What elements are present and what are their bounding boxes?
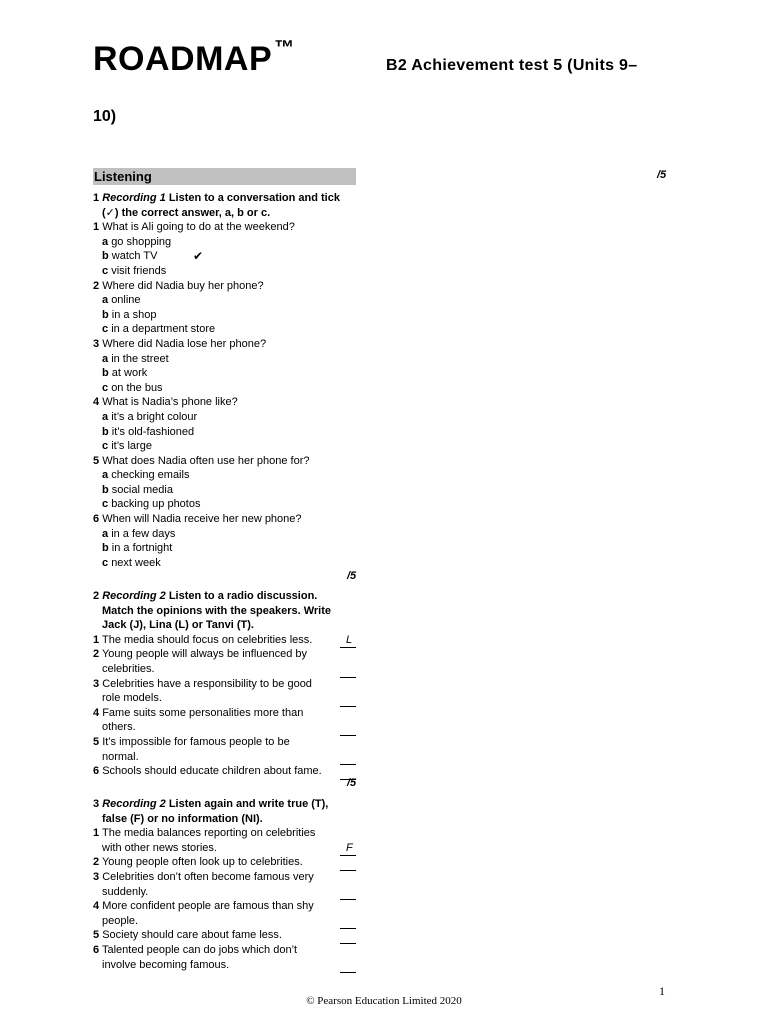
instruction-text: Listen again and write true (T), (165, 798, 329, 810)
item-number: 2 (93, 648, 100, 661)
option-text: checking emails (111, 469, 190, 482)
section-heading-bar (93, 168, 356, 185)
exercise-1 (93, 191, 358, 570)
item-text: Young people will always be influenced by (101, 648, 308, 661)
exercise-number: 1 (93, 192, 100, 204)
list-item (93, 735, 358, 764)
option-letter: c (102, 323, 109, 336)
list-item (93, 764, 358, 779)
question-text: Where did Nadia buy her phone? (102, 279, 264, 292)
item-line (93, 706, 358, 721)
question-number: 1 (93, 221, 100, 234)
item-text: with other news stories. (102, 841, 217, 854)
list-item (93, 899, 358, 928)
brand-name: ROADMAP (93, 40, 273, 78)
item-line (93, 928, 358, 943)
option-text: backing up photos (111, 498, 201, 511)
item-number: 3 (93, 677, 100, 690)
list-item (93, 855, 358, 870)
option-letter: b (102, 542, 109, 555)
item-line (93, 662, 358, 677)
copyright-footer: © Pearson Education Limited 2020 (306, 995, 462, 1007)
item-text: Society should care about fame less. (102, 929, 282, 942)
item-list (93, 826, 358, 972)
option-letter: a (102, 527, 109, 540)
option-letter: b (102, 250, 109, 263)
option-text: in a department store (111, 323, 216, 336)
option-text: in the street (111, 352, 169, 365)
item-line (93, 826, 358, 841)
brand-logo (93, 36, 295, 79)
option-text: in a fortnight (111, 542, 173, 555)
item-line (93, 647, 358, 662)
answer-option[interactable] (93, 235, 358, 250)
question (93, 395, 358, 410)
item-line (93, 750, 358, 765)
option-letter: b (102, 308, 109, 321)
question (93, 512, 358, 527)
question-number: 6 (93, 513, 100, 526)
item-number: 6 (93, 765, 100, 778)
question-list (93, 220, 358, 570)
question-text: When will Nadia receive her new phone? (102, 513, 302, 526)
exercise-1-instructions (93, 191, 358, 220)
item-text: celebrities. (102, 662, 155, 675)
item-text: others. (102, 721, 136, 734)
answer-blank[interactable] (340, 960, 356, 973)
item-text: It’s impossible for famous people to be (102, 735, 290, 748)
item-number: 6 (93, 943, 100, 956)
option-letter: a (102, 410, 109, 423)
answer-option[interactable] (93, 352, 358, 367)
item-text: involve becoming famous. (102, 958, 230, 971)
item-number: 2 (93, 856, 100, 869)
exercise-number: 3 (93, 798, 100, 810)
item-text: More confident people are famous than shy (102, 900, 314, 913)
item-text: Celebrities don’t often become famous very (102, 870, 314, 883)
list-item (93, 943, 358, 972)
question-number: 2 (93, 279, 100, 292)
checkmark-icon: ✔ (193, 249, 204, 264)
answer-text: L (346, 634, 353, 647)
exercise-2-score: /5 (347, 777, 357, 789)
question (93, 337, 358, 352)
item-text: Schools should educate children about fame. (102, 765, 322, 778)
item-text: suddenly. (102, 885, 149, 898)
item-number: 4 (93, 706, 100, 719)
option-letter: a (102, 294, 109, 307)
option-letter: b (102, 425, 109, 438)
question (93, 454, 358, 469)
instruction-text: Listen to a conversation and tick (165, 192, 340, 204)
answer-option[interactable] (93, 410, 358, 425)
item-line (93, 677, 358, 692)
question-text: Where did Nadia lose her phone? (102, 337, 267, 350)
item-line (93, 899, 358, 914)
recording-label: Recording 1 (102, 192, 166, 204)
item-line (93, 735, 358, 750)
exercise-1-score: /5 (347, 570, 357, 582)
question (93, 220, 358, 235)
item-line (93, 633, 358, 648)
item-text: role models. (102, 692, 162, 705)
list-item (93, 677, 358, 706)
instruction-text: Jack (J), Lina (L) or Tanvi (T). (102, 619, 254, 632)
answer-option[interactable] (93, 381, 358, 396)
item-text: Talented people can do jobs which don’t (101, 943, 298, 956)
option-letter: a (102, 469, 109, 482)
item-number: 4 (93, 900, 100, 913)
option-text: it’s large (111, 440, 152, 453)
exercise-3 (93, 797, 358, 972)
item-text: people. (102, 914, 139, 927)
list-item (93, 706, 358, 735)
item-line (93, 958, 358, 973)
item-text: The media should focus on celebrities less. (101, 633, 313, 646)
answer-option[interactable] (93, 366, 358, 381)
trademark-symbol: ™ (274, 36, 295, 59)
test-title-continued: 10) (93, 108, 117, 125)
answer-option[interactable] (93, 425, 358, 440)
instruction-text: Match the opinions with the speakers. Write (102, 604, 332, 617)
answer-option[interactable] (93, 439, 358, 454)
answer-option[interactable] (93, 483, 358, 498)
option-text: in a few days (111, 527, 176, 540)
answer-option[interactable] (93, 322, 358, 337)
item-number: 5 (93, 735, 100, 748)
item-text: Fame suits some personalities more than (102, 706, 304, 719)
option-letter: b (102, 483, 109, 496)
option-letter: c (102, 556, 109, 569)
item-line (93, 914, 358, 929)
instruction-text: false (F) or no information (NI). (102, 812, 263, 825)
option-text: on the bus (111, 381, 163, 394)
option-text: it’s a bright colour (111, 410, 198, 423)
list-item (93, 826, 358, 855)
answer-option[interactable] (93, 468, 358, 483)
exercise-2 (93, 589, 358, 779)
answer-option[interactable] (93, 249, 358, 264)
option-letter: c (102, 498, 109, 511)
answer-option[interactable] (93, 541, 358, 556)
option-text: next week (111, 556, 161, 569)
item-number: 5 (93, 929, 100, 942)
item-line (93, 943, 358, 958)
question-number: 5 (93, 454, 100, 467)
answer-option[interactable] (93, 527, 358, 542)
item-line (93, 764, 358, 779)
question-number: 4 (93, 396, 100, 409)
answer-option[interactable] (93, 497, 358, 512)
item-line (93, 841, 358, 856)
option-text: online (111, 294, 141, 307)
item-number: 1 (93, 827, 100, 840)
question (93, 279, 358, 294)
list-item (93, 928, 358, 943)
list-item (93, 633, 358, 648)
item-list (93, 633, 358, 779)
option-text: it’s old-fashioned (111, 425, 195, 438)
item-line (93, 720, 358, 735)
item-number: 1 (93, 633, 100, 646)
option-text: visit friends (111, 264, 167, 277)
item-number: 3 (93, 870, 100, 883)
option-text: social media (111, 483, 173, 496)
question-text: What is Ali going to do at the weekend? (102, 221, 295, 234)
option-letter: c (102, 264, 109, 277)
option-letter: a (102, 352, 109, 365)
test-title: B2 Achievement test 5 (Units 9– (386, 57, 638, 74)
answer-option[interactable] (93, 556, 358, 571)
option-letter: c (102, 440, 109, 453)
recording-label: Recording 2 (102, 798, 166, 810)
option-letter: a (102, 235, 109, 248)
option-letter: b (102, 367, 109, 380)
item-text: The media balances reporting on celebrities (101, 827, 316, 840)
section-score: /5 (657, 169, 667, 181)
option-text: in a shop (111, 308, 157, 321)
exercise-number: 2 (93, 590, 100, 602)
item-text: Celebrities have a responsibility to be good (102, 677, 312, 690)
instruction-text: Listen to a radio discussion. (165, 590, 318, 602)
instruction-text: (✓) the correct answer, a, b or c. (102, 206, 271, 219)
list-item (93, 870, 358, 899)
recording-label: Recording 2 (102, 590, 166, 602)
item-line (93, 691, 358, 706)
item-text: normal. (102, 750, 139, 763)
answer-option[interactable] (93, 293, 358, 308)
exercise-3-instructions (93, 797, 358, 826)
option-text: watch TV (111, 250, 158, 263)
answer-text: F (346, 842, 353, 855)
item-text: Young people often look up to celebrities. (101, 856, 303, 869)
question-text: What is Nadia’s phone like? (102, 396, 238, 409)
section-title: Listening (94, 169, 152, 184)
question-text: What does Nadia often use her phone for? (102, 454, 310, 467)
option-letter: c (102, 381, 109, 394)
list-item (93, 647, 358, 676)
exercise-2-instructions (93, 589, 358, 633)
item-line (93, 870, 358, 885)
item-line (93, 885, 358, 900)
page-number: 1 (659, 984, 665, 998)
answer-option[interactable] (93, 308, 358, 323)
item-line (93, 855, 358, 870)
option-text: at work (111, 367, 148, 380)
question-number: 3 (93, 337, 100, 350)
answer-option[interactable] (93, 264, 358, 279)
option-text: go shopping (111, 235, 172, 248)
